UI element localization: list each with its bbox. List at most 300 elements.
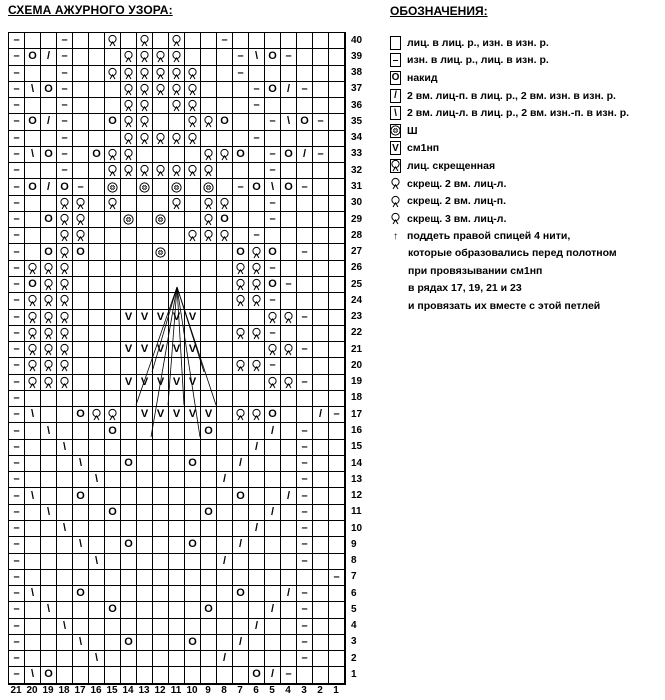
chart-cell — [9, 49, 25, 65]
column-number: 14 — [122, 685, 134, 696]
chart-cell — [185, 342, 201, 358]
chart-cell — [185, 651, 201, 667]
chart-cell — [57, 440, 73, 456]
chart-cell — [105, 212, 121, 228]
chart-cell — [153, 570, 169, 586]
chart-cell — [41, 179, 57, 195]
chart-cell — [9, 293, 25, 309]
chart-cell — [281, 651, 297, 667]
chart-cell — [249, 391, 265, 407]
legend-item-cross-3-left — [390, 210, 660, 228]
chart-cell — [217, 131, 233, 147]
chart-cell — [217, 554, 233, 570]
chart-cell — [25, 49, 41, 65]
chart-cell — [89, 310, 105, 326]
chart-cell — [233, 537, 249, 553]
row-number: 6 — [351, 587, 357, 599]
yarn-over-icon: O — [44, 82, 53, 95]
chart-cell — [329, 619, 345, 635]
chart-cell — [265, 196, 281, 212]
chart-cell — [137, 147, 153, 163]
chart-cell — [153, 212, 169, 228]
chart-cell — [185, 505, 201, 521]
chart-cell — [281, 358, 297, 374]
chart-cell — [153, 49, 169, 65]
chart-cell — [9, 212, 25, 228]
chart-cell — [137, 228, 153, 244]
chart-cell — [153, 407, 169, 423]
chart-cell — [201, 586, 217, 602]
chart-cell — [249, 505, 265, 521]
chart-cell — [121, 440, 137, 456]
chart-cell — [121, 667, 137, 683]
chart-cell — [153, 179, 169, 195]
chart-cell — [41, 261, 57, 277]
chart-cell — [233, 212, 249, 228]
chart-cell — [297, 521, 313, 537]
m1-icon: V — [172, 375, 181, 388]
chart-cell — [9, 586, 25, 602]
twisted-stitch-icon — [171, 99, 182, 112]
dash-icon: – — [301, 375, 308, 388]
chart-cell — [73, 131, 89, 147]
dash-icon: – — [13, 505, 20, 518]
backslash-icon: \ — [94, 652, 99, 665]
slash-icon: / — [254, 522, 259, 535]
chart-cell — [313, 196, 329, 212]
dash-icon: – — [77, 180, 84, 193]
twisted-stitch-icon — [59, 197, 70, 210]
chart-cell — [73, 488, 89, 504]
backslash-icon: \ — [30, 668, 35, 681]
chart-cell — [185, 293, 201, 309]
chart-cell — [73, 277, 89, 293]
chart-cell — [249, 277, 265, 293]
chart-cell — [169, 635, 185, 651]
chart-cell — [265, 342, 281, 358]
yarn-over-icon: O — [268, 82, 277, 95]
chart-cell — [297, 635, 313, 651]
chart-cell — [249, 488, 265, 504]
chart-cell — [137, 244, 153, 260]
chart-cell — [201, 635, 217, 651]
row-number: 4 — [351, 620, 357, 632]
chart-cell — [201, 521, 217, 537]
chart-cell — [41, 602, 57, 618]
dash-icon: – — [13, 538, 20, 551]
yarn-over-icon: O — [28, 180, 37, 193]
backslash-icon: \ — [94, 554, 99, 567]
chart-cell — [297, 163, 313, 179]
chart-cell — [233, 423, 249, 439]
chart-cell — [297, 423, 313, 439]
legend-note: и провязать их вместе с этой петлей — [408, 299, 601, 312]
chart-cell — [73, 342, 89, 358]
chart-cell — [233, 619, 249, 635]
dash-icon: – — [285, 668, 292, 681]
chart-cell — [73, 196, 89, 212]
chart-cell — [185, 570, 201, 586]
chart-cell — [265, 505, 281, 521]
chart-cell — [9, 667, 25, 683]
chart-cell — [297, 98, 313, 114]
chart-cell — [73, 537, 89, 553]
chart-cell — [121, 391, 137, 407]
chart-cell — [89, 586, 105, 602]
chart-cell — [265, 147, 281, 163]
twisted-stitch-icon — [187, 132, 198, 145]
chart-cell — [217, 602, 233, 618]
chart-cell — [89, 261, 105, 277]
chart-cell — [201, 98, 217, 114]
chart-cell — [185, 554, 201, 570]
m1-symbol — [390, 141, 401, 155]
chart-cell — [73, 651, 89, 667]
chart-cell — [233, 342, 249, 358]
chart-cell — [185, 537, 201, 553]
dash-icon: – — [13, 473, 20, 486]
chart-cell — [233, 196, 249, 212]
twisted-stitch-icon — [283, 311, 294, 324]
chart-cell — [329, 98, 345, 114]
chart-cell — [121, 554, 137, 570]
chart-cell — [121, 179, 137, 195]
chart-cell — [249, 570, 265, 586]
legend-item-m1 — [390, 140, 660, 158]
chart-cell — [169, 440, 185, 456]
row-number: 35 — [351, 115, 363, 127]
twisted-stitch-icon — [27, 359, 38, 372]
chart-cell — [185, 488, 201, 504]
chart-cell — [201, 66, 217, 82]
chart-cell — [297, 114, 313, 130]
chart-cell — [57, 358, 73, 374]
chart-cell — [281, 277, 297, 293]
chart-cell — [249, 114, 265, 130]
chart-cell — [9, 423, 25, 439]
legend-text: см1нп — [407, 142, 440, 155]
yarn-over-icon: O — [236, 245, 245, 258]
column-number: 20 — [26, 685, 38, 696]
chart-cell — [201, 391, 217, 407]
chart-cell — [25, 114, 41, 130]
twisted-stitch-icon — [75, 213, 86, 226]
chart-cell — [249, 212, 265, 228]
chart-cell — [9, 619, 25, 635]
chart-cell — [137, 521, 153, 537]
backslash-icon: \ — [78, 635, 83, 648]
chart-cell — [41, 423, 57, 439]
chart-cell — [25, 407, 41, 423]
chart-cell — [313, 277, 329, 293]
twisted-stitch-icon — [43, 294, 54, 307]
chart-cell — [169, 651, 185, 667]
chart-cell — [185, 114, 201, 130]
chart-cell — [233, 82, 249, 98]
chart-cell — [153, 440, 169, 456]
chart-cell — [265, 602, 281, 618]
column-number: 18 — [58, 685, 70, 696]
dash-icon: – — [13, 115, 20, 128]
chart-cell — [73, 423, 89, 439]
chart-cell — [121, 244, 137, 260]
chart-cell — [201, 440, 217, 456]
chart-cell — [217, 212, 233, 228]
slash-icon: / — [286, 489, 291, 502]
chart-cell — [25, 602, 41, 618]
chart-cell — [185, 635, 201, 651]
chart-cell — [281, 196, 297, 212]
chart-cell — [265, 407, 281, 423]
chart-cell — [297, 619, 313, 635]
dash-icon: – — [13, 131, 20, 144]
pick-up-symbol — [390, 229, 401, 243]
chart-cell — [233, 554, 249, 570]
chart-cell — [9, 98, 25, 114]
chart-cell — [89, 570, 105, 586]
chart-cell — [137, 326, 153, 342]
bobble-icon — [123, 214, 134, 225]
chart-cell — [89, 342, 105, 358]
twisted-stitch-icon — [59, 359, 70, 372]
dash-icon: – — [317, 147, 324, 160]
twisted-stitch-icon — [251, 294, 262, 307]
chart-cell — [105, 277, 121, 293]
dash-icon: – — [13, 164, 20, 177]
dash-icon: – — [301, 473, 308, 486]
chart-cell — [41, 244, 57, 260]
chart-cell — [233, 293, 249, 309]
slash-icon: / — [238, 457, 243, 470]
chart-cell — [57, 554, 73, 570]
legend-item-backslash — [390, 104, 660, 122]
chart-cell — [313, 114, 329, 130]
backslash-icon: \ — [394, 107, 397, 119]
chart-cell — [313, 407, 329, 423]
bobble-icon — [107, 182, 118, 193]
row-number: 37 — [351, 83, 363, 95]
chart-cell — [105, 196, 121, 212]
chart-cell — [105, 554, 121, 570]
chart-cell — [137, 456, 153, 472]
chart-cell — [265, 586, 281, 602]
chart-cell — [25, 667, 41, 683]
chart-cell — [169, 423, 185, 439]
chart-cell — [105, 33, 121, 49]
chart-cell — [217, 261, 233, 277]
chart-cell — [185, 423, 201, 439]
chart-cell — [313, 391, 329, 407]
chart-cell — [73, 147, 89, 163]
chart-cell — [313, 521, 329, 537]
yarn-over-icon: O — [124, 635, 133, 648]
chart-cell — [185, 244, 201, 260]
chart-cell — [121, 586, 137, 602]
chart-cell — [249, 521, 265, 537]
chart-cell — [249, 456, 265, 472]
slash-icon: / — [254, 440, 259, 453]
chart-cell — [105, 261, 121, 277]
m1-icon: V — [392, 142, 399, 154]
chart-cell — [153, 196, 169, 212]
chart-cell — [25, 310, 41, 326]
chart-cell — [57, 49, 73, 65]
twisted-stitch-icon — [283, 343, 294, 356]
chart-cell — [73, 619, 89, 635]
column-number: 4 — [285, 685, 291, 696]
twisted-symbol — [390, 159, 401, 173]
chart-cell — [41, 277, 57, 293]
yarn-over-icon: O — [124, 538, 133, 551]
legend-text: Ш — [407, 124, 418, 137]
yarn-over-icon: O — [300, 115, 309, 128]
chart-cell — [281, 586, 297, 602]
chart-cell — [57, 228, 73, 244]
chart-cell — [89, 277, 105, 293]
chart-cell — [201, 342, 217, 358]
chart-cell — [25, 521, 41, 537]
row-number: 13 — [351, 473, 363, 485]
chart-cell — [121, 82, 137, 98]
legend-item-slash — [390, 87, 660, 105]
chart-cell — [121, 423, 137, 439]
chart-cell — [25, 472, 41, 488]
chart-cell — [137, 488, 153, 504]
chart-cell — [153, 66, 169, 82]
chart-cell — [281, 521, 297, 537]
chart-cell — [297, 228, 313, 244]
dash-icon: – — [301, 310, 308, 323]
backslash-icon: \ — [30, 408, 35, 421]
chart-cell — [89, 82, 105, 98]
chart-cell — [249, 244, 265, 260]
yarn-over-icon: O — [108, 115, 117, 128]
chart-cell — [25, 212, 41, 228]
yarn-over-icon: O — [44, 147, 53, 160]
chart-cell — [329, 407, 345, 423]
row-number: 15 — [351, 441, 363, 453]
chart-cell — [41, 66, 57, 82]
dash-icon: – — [301, 489, 308, 502]
dash-icon: – — [13, 652, 20, 665]
chart-cell — [73, 66, 89, 82]
chart-cell — [57, 456, 73, 472]
chart-cell — [89, 635, 105, 651]
twisted-stitch-icon — [203, 213, 214, 226]
dash-icon: – — [61, 131, 68, 144]
chart-cell — [201, 310, 217, 326]
dash-icon: – — [61, 147, 68, 160]
chart-cell — [41, 586, 57, 602]
chart-cell — [25, 570, 41, 586]
backslash-icon: \ — [286, 115, 291, 128]
column-number: 5 — [269, 685, 275, 696]
twisted-stitch-icon — [251, 359, 262, 372]
chart-cell — [297, 326, 313, 342]
row-number: 21 — [351, 343, 363, 355]
chart-cell — [153, 98, 169, 114]
chart-cell — [313, 358, 329, 374]
twisted-stitch-icon — [283, 376, 294, 389]
row-number: 22 — [351, 327, 363, 339]
chart-cell — [169, 49, 185, 65]
chart-cell — [57, 375, 73, 391]
chart-cell — [201, 228, 217, 244]
chart-cell — [153, 163, 169, 179]
chart-cell — [9, 277, 25, 293]
cross-2-right-symbol — [390, 194, 401, 208]
chart-cell — [329, 114, 345, 130]
chart-cell — [265, 619, 281, 635]
chart-cell — [25, 277, 41, 293]
chart-cell — [201, 131, 217, 147]
chart-cell — [265, 570, 281, 586]
chart-cell — [313, 49, 329, 65]
chart-cell — [217, 505, 233, 521]
yarn-over-icon: O — [44, 245, 53, 258]
yarn-over-icon: O — [284, 180, 293, 193]
chart-cell — [73, 49, 89, 65]
legend-text: накид — [407, 71, 438, 84]
backslash-icon: \ — [46, 424, 51, 437]
yarn-over-icon: O — [28, 50, 37, 63]
chart-cell — [329, 82, 345, 98]
chart-cell — [41, 391, 57, 407]
column-number: 1 — [333, 685, 339, 696]
chart-cell — [249, 98, 265, 114]
chart-cell — [73, 570, 89, 586]
chart-cell — [185, 472, 201, 488]
chart-cell — [217, 456, 233, 472]
chart-cell — [233, 570, 249, 586]
m1-icon: V — [188, 310, 197, 323]
cross-2-left-symbol — [390, 177, 401, 191]
chart-cell — [9, 375, 25, 391]
chart-cell — [281, 49, 297, 65]
dash-icon: – — [301, 522, 308, 535]
chart-cell — [297, 667, 313, 683]
chart-cell — [329, 570, 345, 586]
legend-note: в рядах 17, 19, 21 и 23 — [408, 282, 522, 295]
chart-cell — [57, 407, 73, 423]
row-number: 1 — [351, 668, 357, 680]
chart-cell — [265, 667, 281, 683]
chart-cell — [89, 293, 105, 309]
chart-cell — [313, 537, 329, 553]
chart-cell — [329, 277, 345, 293]
chart-cell — [201, 293, 217, 309]
chart-cell — [57, 619, 73, 635]
chart-cell — [169, 619, 185, 635]
chart-cell — [297, 391, 313, 407]
chart-cell — [281, 114, 297, 130]
chart-cell — [137, 114, 153, 130]
legend-text: изн. в лиц. р., лиц. в изн. р. — [407, 54, 549, 67]
chart-cell — [41, 570, 57, 586]
chart-cell — [201, 651, 217, 667]
chart-cell — [329, 391, 345, 407]
chart-cell — [25, 196, 41, 212]
chart-cell — [265, 114, 281, 130]
chart-cell — [281, 602, 297, 618]
chart-cell — [201, 602, 217, 618]
chart-cell — [73, 82, 89, 98]
twisted-stitch-icon — [139, 67, 150, 80]
chart-cell — [25, 423, 41, 439]
chart-cell — [25, 537, 41, 553]
backslash-icon: \ — [46, 505, 51, 518]
chart-cell — [201, 488, 217, 504]
